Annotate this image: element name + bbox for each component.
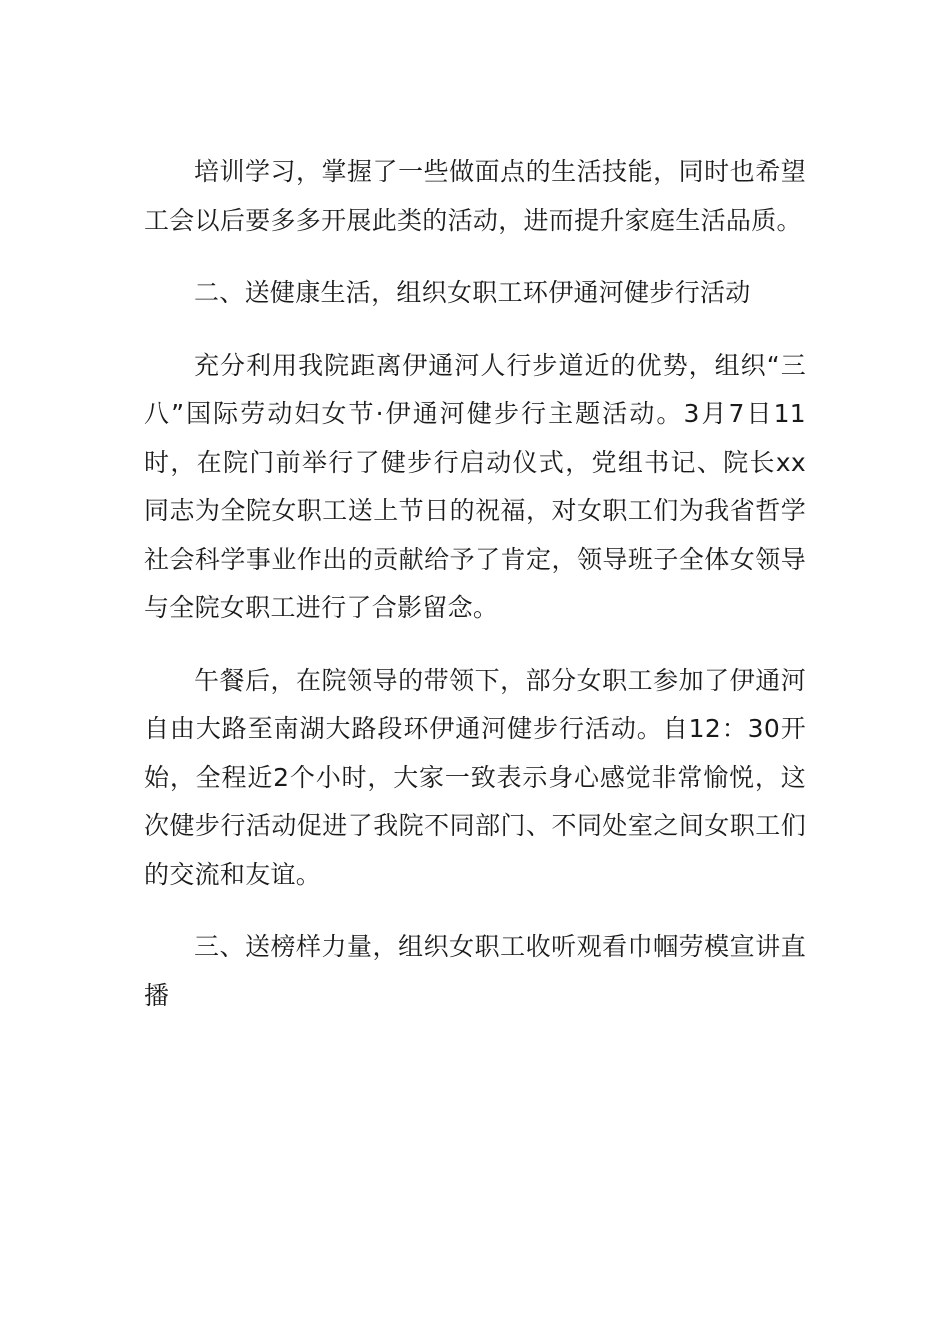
section-heading-role-models: 三、送榜样力量，组织女职工收听观看巾帼劳模宣讲直播	[144, 932, 806, 1010]
document-body	[144, 148, 806, 1044]
paragraph-walk-event: 充分利用我院距离伊通河人行步道近的优势，组织“三八”国际劳动妇女节·伊通河健步行主题活动。3月7日11时，在院门前举行了健步行启动仪式，党组书记、院长xx同志为全院女职工送上节日的祝福，对女职工们为我省哲学社会科学事业作出的贡献给予了肯定，领导班子全体女领导与全院女职工进行了合影留念。	[144, 350, 806, 622]
paragraph-training-summary: 培训学习，掌握了一些做面点的生活技能，同时也希望工会以后要多多开展此类的活动，进而提升家庭生活品质。	[144, 157, 806, 235]
section-heading-health: 二、送健康生活，组织女职工环伊通河健步行活动	[194, 278, 751, 307]
paragraph-afternoon-walk: 午餐后，在院领导的带领下，部分女职工参加了伊通河自由大路至南湖大路段环伊通河健步行活动。自12：30开始，全程近2个小时，大家一致表示身心感觉非常愉悦，这次健步行活动促进了我院不同部门、不同处室之间女职工们的交流和友谊。	[144, 665, 806, 889]
